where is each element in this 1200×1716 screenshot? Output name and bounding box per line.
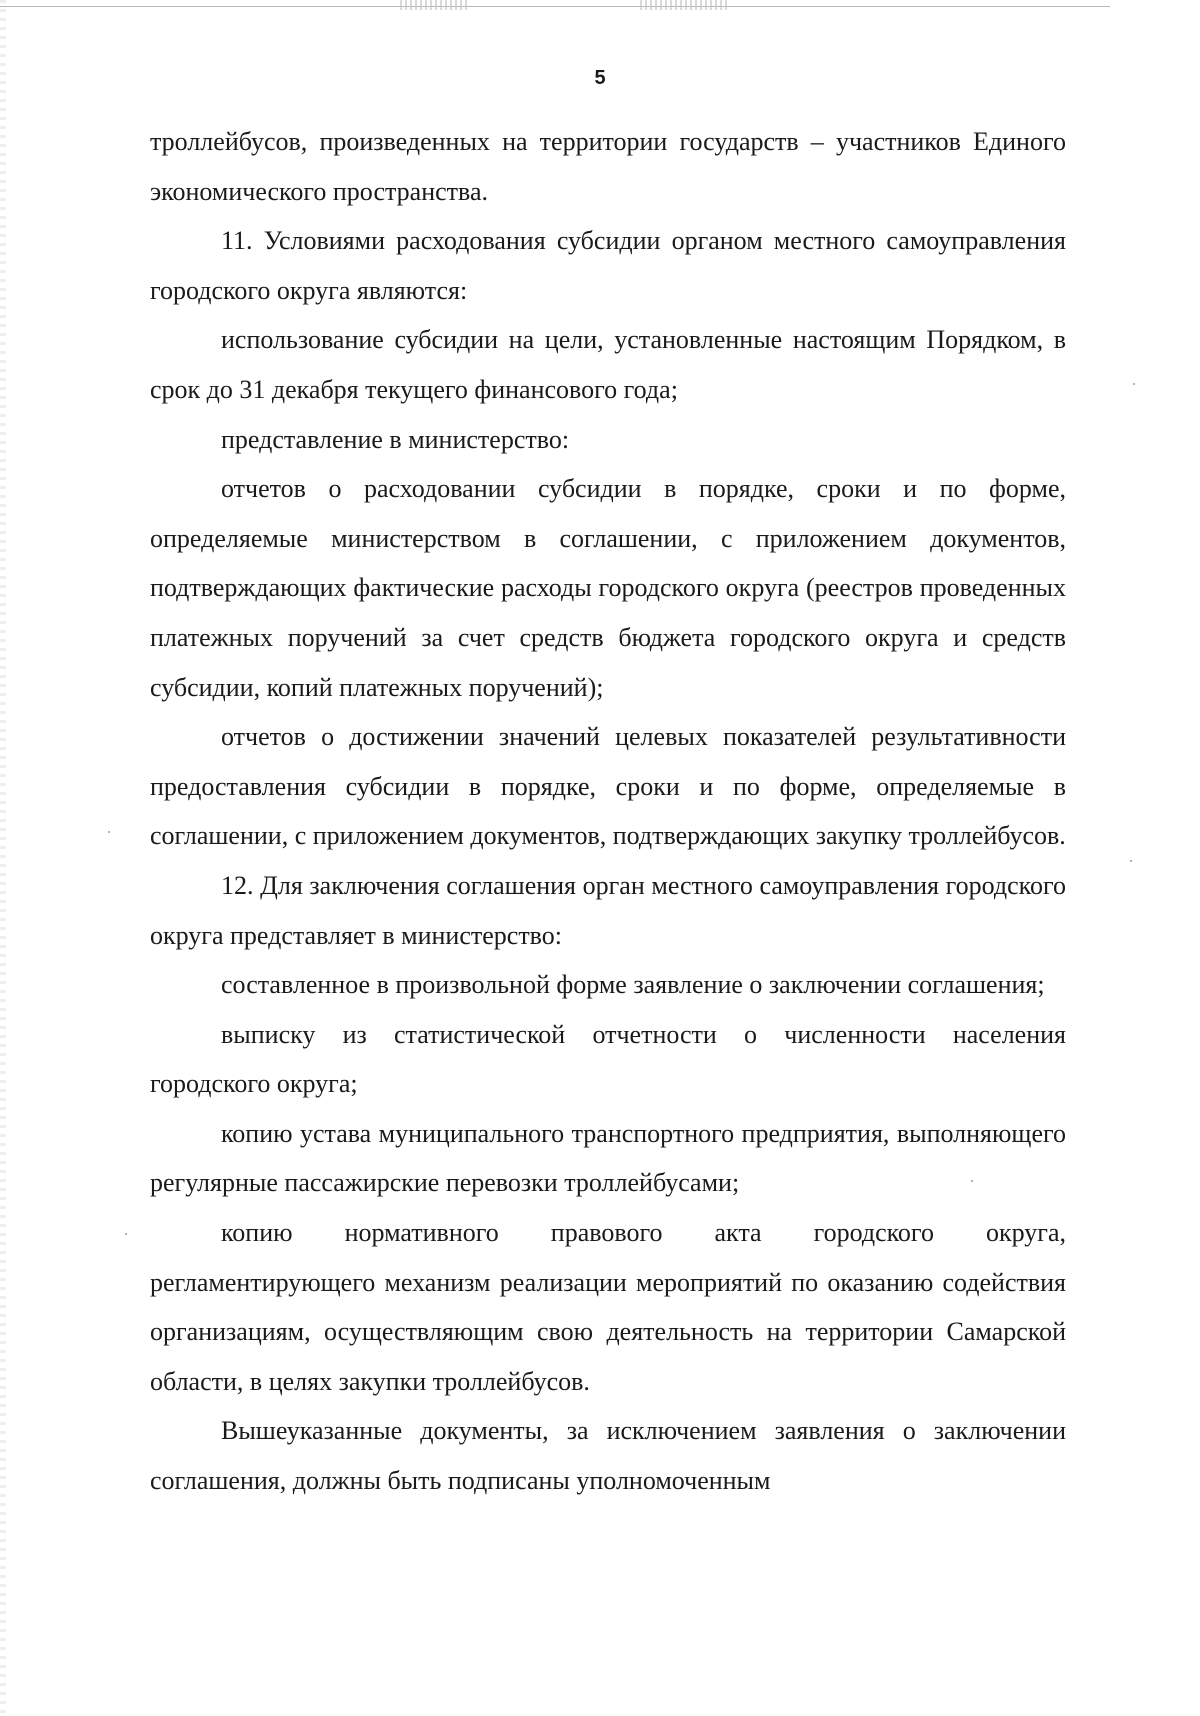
scan-artifact-top-line (0, 6, 1110, 7)
scan-artifact-left-edge (0, 0, 6, 1716)
scan-artifact-dot (108, 831, 110, 833)
scan-artifact-smudge (640, 0, 730, 10)
paragraph: копию устава муниципального транспортного предприятия, выполняющего регулярные пассажирские перевозки троллейбусами; (150, 1118, 1066, 1198)
paragraph: 11. Условиями расходования субсидии органом местного самоуправления городского округа являются: (150, 226, 1066, 305)
paragraph: составленное в произвольной форме заявление о заключении соглашения; (221, 970, 1045, 1000)
paragraph: 12. Для заключения соглашения орган местного самоуправления городского округа представляет в министерство: (150, 870, 1066, 950)
paragraph: отчетов о расходовании субсидии в порядке, сроки и по форме, определяемые министерством в соглашении, с приложением документов, подтверждающих фактические расходы городского округа (реестров проведенных платежных поручений за счет средств бюджета городского округа и средств субсидии, копий платежных поручений); (150, 474, 1066, 702)
paragraph: отчетов о достижении значений целевых показателей результативности предоставления субсидии в порядке, сроки и по форме, определяемые в соглашении, с приложением документов, подтверждающих закупку троллейбусов. (150, 722, 1066, 851)
scan-artifact-dot (1130, 860, 1132, 862)
document-body (150, 117, 1066, 1506)
scan-artifact-smudge (400, 0, 470, 10)
scan-artifact-dot (1133, 383, 1135, 385)
paragraph: Вышеуказанные документы, за исключением заявления о заключении соглашения, должны быть подписаны уполномоченным (150, 1416, 1066, 1496)
scan-artifact-dot (125, 1233, 127, 1235)
paragraph: копию нормативного правового акта городского округа, регламентирующего механизм реализации мероприятий по оказанию содействия организациям, осуществляющим свою деятельность на территории Самарской области, в целях закупки троллейбусов. (150, 1218, 1066, 1396)
paragraph: троллейбусов, произведенных на территории государств – участников Единого экономического пространства. (150, 127, 1066, 206)
paragraph: использование субсидии на цели, установленные настоящим Порядком, в срок до 31 декабря текущего финансового года; (150, 325, 1066, 404)
paragraph: представление в министерство: (221, 424, 570, 454)
page-number: 5 (594, 67, 606, 89)
paragraph: выписку из статистической отчетности о численности населения городского округа; (150, 1019, 1066, 1099)
